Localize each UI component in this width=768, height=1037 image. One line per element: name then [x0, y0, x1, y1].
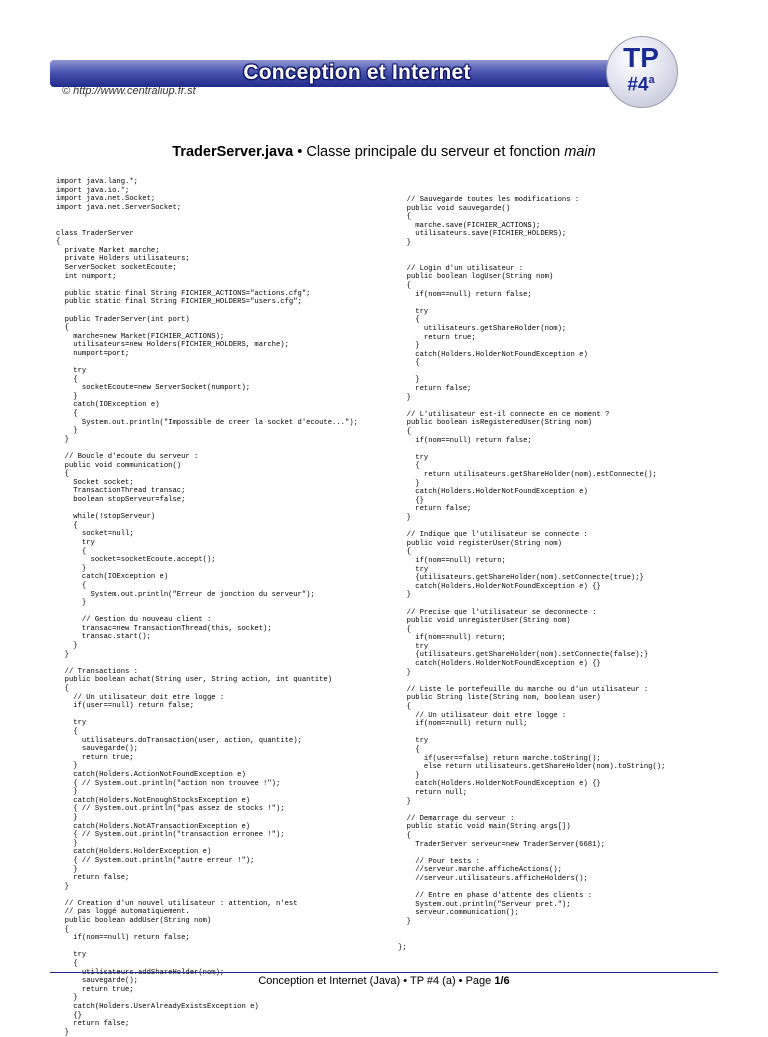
code-column-right: // Sauvegarde toutes les modifications : public void sauvegarde() { marche.save(FICHIER_ACTIONS); utilisateurs.save(FICHIER_HOLDERS); } // Login d'un utilisateur : public boolean logUser(String nom) { if(nom==null) return false; try { utilisateurs.getShareHolder(nom); return true; } catch(Holders.HolderNotFoundException e) { } return false; } // L'utilisateur est-il connecte en ce moment ? public boolean isRegisteredUser(String nom) { if(nom==null) return false; try { return utilisateurs.getShareHolder(nom).estConnecte(); } catch(Holders.HolderNotFoundException e) {} return false; } // Indique que l'utilisateur se connecte : public void registerUser(String nom) { if(nom==null) return; try {utilisateurs.getShareHolder(nom).setConnecte(true);} catch(Holders.HolderNotFoundException e) {} } // Precise que l'utilisateur se deconnecte : public void unregisterUser(String nom) { if(nom==null) return; try {utilisateurs.getShareHolder(nom).setConnecte(false);} catch(Holders.HolderNotFoundException e) {} } // Liste le portefeuille du marche ou d'un utilisateur : public String liste(String nom, boolean user) { // Un utilisateur doit etre logge : if(nom==null) return null; try { if(user==false) return marche.toString(); else return utilisateurs.getShareHolder(nom).toString(); } catch(Holders.HolderNotFoundException e) {} return null; } // Demarrage du serveur : public static void main(String args[]) { TraderServer serveur=new TraderServer(6681); // Pour tests : //serveur.marche.afficheActions(); //serveur.utilisateurs.afficheHolders(); // Entre en phase d'attente des clients : System.out.println("Serveur pret."); serveur.communication(); } };	[398, 196, 666, 952]
footer-divider	[50, 972, 718, 973]
footer-text: Conception et Internet (Java) • TP #4 (a) • Page	[258, 975, 495, 987]
banner-title: Conception et Internet	[243, 61, 471, 84]
title-function: main	[564, 144, 596, 160]
code-column-left: import java.lang.*; import java.io.*; import java.net.Socket; import java.net.ServerSocket; class TraderServer { private Market marche; private Holders utilisateurs; ServerSocket socketEcoute; int numport; public static final String FICHIER_ACTIONS="actions.cfg"; public static final String FICHIER_HOLDERS="users.cfg"; public TraderServer(int port) { marche=new Market(FICHIER_ACTIONS); utilisateurs=new Holders(FICHIER_HOLDERS, marche); numport=port; try { socketEcoute=new ServerSocket(numport); } catch(IOException e) { System.out.println("Impossible de creer la socket d'ecoute..."); } } // Boucle d'ecoute du serveur : public void communication() { Socket socket; TransactionThread transac; boolean stopServeur=false; while(!stopServeur) { socket=null; try { socket=socketEcoute.accept(); } catch(IOException e) { System.out.println("Erreur de jonction du serveur"); } // Gestion du nouveau client : transac=new TransactionThread(this, socket); transac.start(); } } // Transactions : public boolean achat(String user, String action, int quantite) { // Un utilisateur doit etre logge : if(user==null) return false; try { utilisateurs.doTransaction(user, action, quantite); sauvegarde(); return true; } catch(Holders.ActionNotFoundException e) { // System.out.println("action non trouvee !"); } catch(Holders.NotEnoughStocksException e) { // System.out.println("pas assez de stocks !"); } catch(Holders.NotATransactionException e) { // System.out.println("transaction erronee !"); } catch(Holders.HolderException e) { // System.out.println("autre erreur !"); } return false; } // Creation d'un nouvel utilisateur : attention, n'est // pas loggé automatiquement. public boolean addUser(String nom) { if(nom==null) return false; try { utilisateurs.addShareHolder(nom); sauvegarde(); return true; } catch(Holders.UserAlreadyExistsException e) {} return false; }	[56, 178, 358, 1037]
title-filename: TraderServer.java	[172, 144, 294, 160]
tp-badge-number	[606, 74, 676, 96]
tp-number-suffix: a	[648, 74, 655, 86]
page-title	[0, 144, 768, 160]
page-footer	[0, 975, 768, 987]
title-separator: •	[293, 144, 307, 160]
source-url: © http://www.centraliup.fr.st	[62, 85, 196, 97]
title-text: Classe principale du serveur et fonction	[306, 144, 565, 160]
page-header	[0, 0, 768, 120]
tp-badge-label: TP	[623, 42, 659, 73]
tp-number: #4	[627, 74, 649, 96]
footer-page-number: 1/6	[494, 975, 510, 987]
